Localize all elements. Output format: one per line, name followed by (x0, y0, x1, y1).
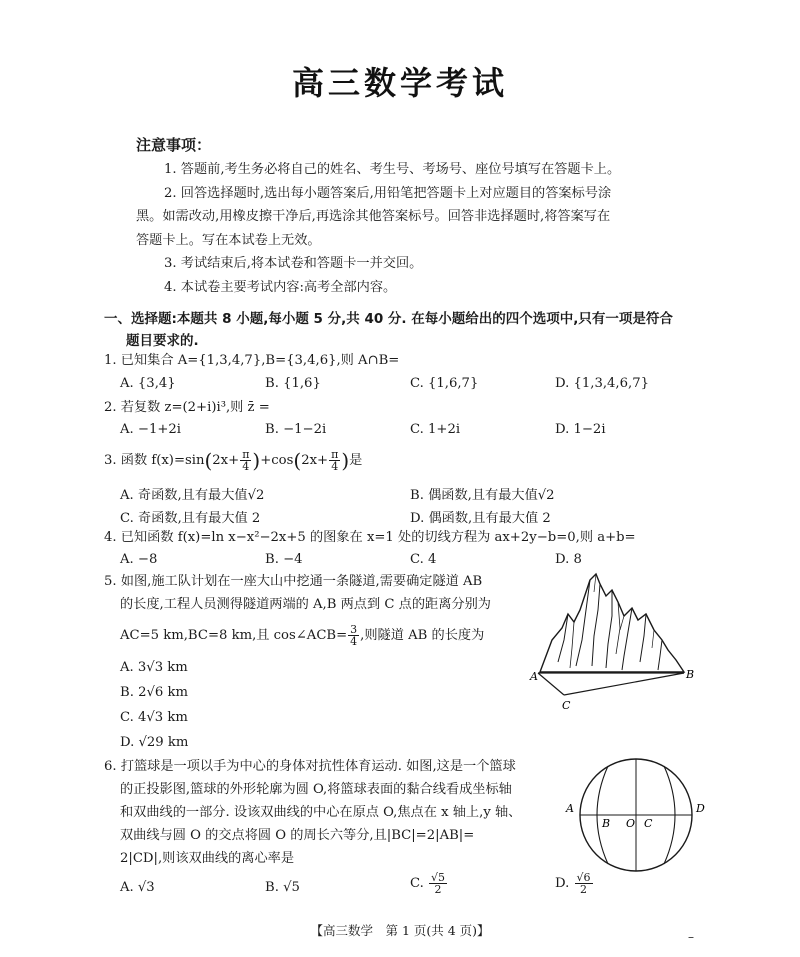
question-6-option-c (410, 872, 448, 895)
point-c-label: C (562, 699, 571, 712)
q6-option-d-label: D. (555, 876, 570, 891)
notice-item: 答题卡上。写在本试卷上无效。 (136, 232, 321, 248)
question-5-line (120, 624, 484, 647)
q3-text: 是 (349, 453, 363, 468)
q6-c-den: 2 (434, 883, 442, 896)
origin-o-label: O (626, 817, 636, 830)
question-2-option-d: D. 1−2i (555, 422, 606, 437)
q3-frac-num: π (242, 448, 250, 461)
question-6-line: 的正投影图,篮球的外形轮廓为圆 O,将篮球表面的黏合线看成坐标轴 (120, 782, 512, 797)
question-5-option-a: A. 3√3 km (120, 660, 188, 675)
q3-frac-den: 4 (242, 460, 250, 473)
q5-text: ,则隧道 AB 的长度为 (360, 628, 485, 643)
page-title: 高三数学考试 (291, 64, 508, 102)
q6-option-c-fraction (429, 872, 447, 895)
notice-item: 黑。如需改动,用橡皮擦干净后,再选涂其他答案标号。回答非选择题时,将答案写在 (136, 209, 611, 224)
basketball-figure (564, 756, 710, 874)
point-b-label: B (602, 817, 611, 830)
q3-frac-num: π (331, 448, 339, 461)
q3-fraction (329, 449, 340, 472)
section-line: 一、选择题:本题共 8 小题,每小题 5 分,共 40 分. 在每小题给出的四个选项中,只有一项是符合 (104, 311, 673, 327)
notice-heading: 注意事项： (136, 136, 212, 154)
question-6-line: 双曲线与圆 O 的交点将圆 O 的周长六等分,且|BC|=2|AB|= (120, 828, 475, 843)
question-4-option-a: A. −8 (120, 552, 158, 567)
q6-d-num: √6 (576, 871, 591, 884)
question-6-option-b: B. √5 (265, 880, 300, 895)
question-5-option-d: D. √29 km (120, 735, 189, 750)
notice-item: 3. 考试结束后,将本试卷和答题卡一并交回。 (164, 256, 423, 271)
question-3-option-a: A. 奇函数,且有最大值√2 (120, 488, 265, 503)
q5-frac-den: 4 (350, 635, 358, 648)
question-4-option-b: B. −4 (265, 552, 303, 567)
section-heading (104, 308, 704, 352)
q5-fraction (348, 624, 359, 647)
q3-arg: 2x+ (301, 453, 329, 468)
section-line: 题目要求的. (126, 333, 199, 349)
question-3-stem: 3. 函数 f(x)=sin(2x+ $\frac{\pi}{4}$ )+cos(2x+ $\frac{\pi}{4}$ )是 (104, 448, 363, 473)
notice-block (136, 158, 676, 299)
question-6-line: 和双曲线的一部分. 设该双曲线的中心在原点 O,焦点在 x 轴上,y 轴、 (120, 805, 522, 820)
point-a-label: A (530, 670, 538, 683)
q6-c-num: √5 (431, 871, 446, 884)
question-6-line: 2|CD|,则该双曲线的离心率是 (120, 851, 295, 866)
question-5-option-b: B. 2√6 km (120, 685, 188, 700)
point-d-label: D (696, 802, 705, 815)
mountain-tunnel-figure (528, 570, 700, 712)
question-4-option-c: C. 4 (410, 552, 437, 567)
notice-item: 2. 回答选择题时,选出每小题答案后,用铅笔把答题卡上对应题目的答案标号涂 (164, 185, 612, 201)
point-c-label: C (644, 817, 653, 830)
q5-text: AC=5 km,BC=8 km,且 cos∠ACB= (120, 628, 348, 643)
q3-frac-den: 4 (331, 460, 339, 473)
question-2-option-a: A. −1+2i (120, 422, 182, 437)
question-1-option-a: A. {3,4} (120, 376, 176, 391)
corner-mark: – (688, 930, 694, 944)
question-2-option-c: C. 1+2i (410, 422, 461, 437)
page-footer: 【高三数学 第 1 页(共 4 页)】 (310, 923, 490, 938)
question-6-option-a: A. √3 (120, 880, 155, 895)
q3-arg: 2x+ (212, 453, 240, 468)
question-6-line: 6. 打篮球是一项以手为中心的身体对抗性体育运动. 如图,这是一个篮球 (104, 759, 516, 774)
question-3-option-d: D. 偶函数,且有最大值 2 (410, 511, 551, 526)
question-5-line: 5. 如图,施工队计划在一座大山中挖通一条隧道,需要确定隧道 AB (104, 574, 483, 589)
point-a-label: A (566, 802, 574, 815)
q3-text: +cos (260, 453, 294, 468)
question-2-option-b: B. −1−2i (265, 422, 327, 437)
question-3-option-b: B. 偶函数,且有最大值√2 (410, 488, 555, 503)
question-2-stem: 2. 若复数 z=(2+i)i³,则 z̄ = (104, 400, 270, 415)
question-4-option-d: D. 8 (555, 552, 582, 567)
question-1-stem: 1. 已知集合 A={1,3,4,7},B={3,4,6},则 A∩B= (104, 353, 400, 368)
question-4-stem: 4. 已知函数 f(x)=ln x−x²−2x+5 的图象在 x=1 处的切线方程为 ax+2y−b=0,则 a+b= (104, 530, 636, 545)
question-1-option-c: C. {1,6,7} (410, 376, 479, 391)
notice-item: 1. 答题前,考生务必将自己的姓名、考生号、考场号、座位号填写在答题卡上。 (164, 162, 621, 177)
notice-item: 4. 本试卷主要考试内容:高考全部内容。 (164, 279, 397, 295)
question-1-option-d: D. {1,3,4,6,7} (555, 376, 649, 391)
q6-d-den: 2 (580, 883, 587, 896)
q3-fraction (240, 449, 251, 472)
question-6-option-d (555, 872, 594, 895)
question-1-option-b: B. {1,6} (265, 376, 321, 391)
q6-option-c-label: C. (410, 876, 424, 891)
q5-frac-num: 3 (350, 623, 358, 636)
question-5-option-c: C. 4√3 km (120, 710, 188, 725)
q6-option-d-fraction (575, 872, 593, 895)
q3-text: 3. 函数 f(x)=sin (104, 453, 205, 468)
question-3-option-c: C. 奇函数,且有最大值 2 (120, 511, 261, 526)
point-b-label: B (686, 668, 695, 681)
question-5-line: 的长度,工程人员测得隧道两端的 A,B 两点到 C 点的距离分别为 (120, 597, 491, 612)
